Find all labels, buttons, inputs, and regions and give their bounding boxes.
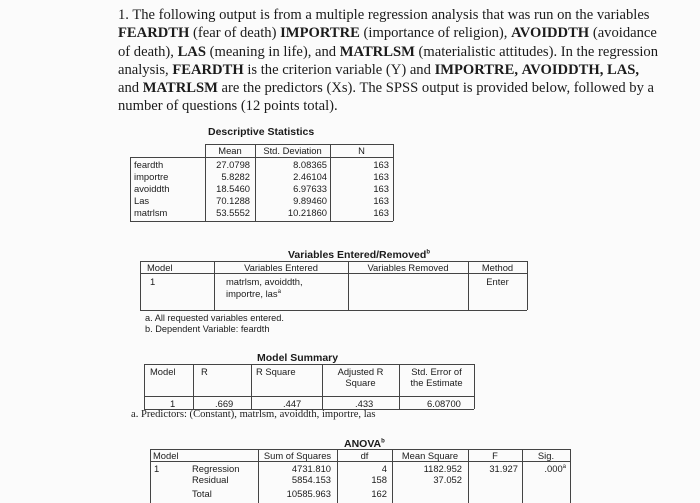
entered-title [288, 249, 430, 261]
question-line: (materialistic attitudes). In the regression analysis, [118, 43, 659, 78]
row-label: Total [192, 488, 212, 499]
col-header-sig: Sig. [537, 450, 555, 461]
cell-mean: 27.0798 [216, 159, 250, 170]
entered-note-a: a. All requested variables entered. [145, 313, 284, 323]
cell-mean: 70.1288 [216, 195, 250, 206]
var-feardth: FEARDTH [172, 61, 244, 78]
entered-title-sup: b [426, 249, 430, 256]
col-header-model: Model [153, 450, 179, 461]
col-header-mean: Mean [218, 145, 242, 156]
col-header-model: Model [147, 262, 173, 273]
cell-sd: 8.08365 [293, 159, 327, 170]
cell-df: 158 [371, 474, 387, 485]
var-avoiddth: AVOIDDTH [511, 25, 590, 42]
col-header-sd: Std. Deviation [263, 145, 322, 156]
summary-note: a. Predictors: (Constant), matrlsm, avoiddth, importre, las [131, 409, 376, 420]
cell-sig-text: .000 [544, 463, 563, 474]
question-line: 1. The following output is from a multiple regression analysis that was run on the variables [118, 7, 650, 23]
cell-n: 163 [373, 159, 389, 170]
cell-ss: 10585.963 [286, 488, 331, 499]
col-header-model: Model [150, 366, 176, 377]
entered-note-b: b. Dependent Variable: feardth [145, 324, 270, 334]
cell-vars-entered-2 [226, 288, 281, 299]
col-header-se-1: Std. Error of [411, 366, 462, 377]
row-label: importre [134, 171, 169, 182]
cell-n: 163 [373, 195, 389, 206]
question-line: and [118, 80, 140, 97]
row-label: Regression [192, 463, 240, 474]
var-las: LAS [177, 43, 206, 60]
var-avoiddth: AVOIDDTH, [521, 61, 604, 78]
cell-df: 162 [371, 488, 387, 499]
question-line: is the criterion variable (Y) and [247, 61, 431, 78]
cell-df: 4 [381, 463, 387, 474]
var-importre: IMPORTRE [280, 25, 360, 42]
col-header-se-2: the Estimate [410, 377, 463, 388]
col-header-method: Method [481, 262, 514, 273]
col-header-f: F [492, 450, 498, 461]
cell-model: 1 [170, 398, 176, 409]
row-label: avoiddth [134, 183, 170, 194]
cell-r: .669 [215, 398, 234, 409]
col-header-vars-entered: Variables Entered [244, 262, 318, 273]
cell-n: 163 [373, 183, 389, 194]
cell-ss: 5854.153 [291, 474, 331, 485]
cell-model: 1 [154, 463, 160, 474]
anova-title-sup: b [381, 438, 385, 445]
entered-title-text: Variables Entered/Removed [288, 249, 427, 261]
cell-vars-entered-text: importre, las [226, 288, 278, 299]
var-matrlsm: MATRLSM [339, 43, 415, 60]
row-label: Las [134, 195, 150, 206]
question-line: (importance of religion), [363, 25, 508, 42]
col-header-ms: Mean Square [401, 450, 459, 461]
cell-mean: 18.5460 [216, 183, 250, 194]
var-matrlsm: MATRLSM [142, 80, 218, 97]
col-header-n: N [358, 145, 365, 156]
anova-title-text: ANOVA [344, 438, 382, 450]
vars-sup: a [277, 288, 281, 295]
cell-method: Enter [486, 276, 509, 287]
col-header-adj-1: Adjusted R [337, 366, 384, 377]
descriptives-title: Descriptive Statistics [208, 126, 315, 138]
var-feardth: FEARDTH [118, 25, 190, 42]
sig-sup: a [562, 463, 566, 470]
cell-rsq: .447 [283, 398, 302, 409]
row-label: Residual [192, 474, 229, 485]
cell-sd: 2.46104 [293, 171, 327, 182]
question-line: are the predictors (Xs). The SPSS output is provided below, followed by a number of questions (12 points total). [118, 80, 655, 115]
question-line: (avoidance of death), [118, 25, 657, 60]
col-header-r: R [201, 366, 208, 377]
cell-vars-entered-1: matrlsm, avoiddth, [226, 276, 303, 287]
cell-model: 1 [150, 276, 156, 287]
cell-mean: 53.5552 [216, 207, 250, 218]
var-importre: IMPORTRE, [434, 61, 518, 78]
row-label: feardth [134, 159, 164, 170]
cell-ms: 1182.952 [423, 463, 462, 474]
cell-mean: 5.8282 [221, 171, 250, 182]
row-label: matrlsm [134, 207, 168, 218]
question-line: (fear of death) [193, 25, 277, 42]
cell-sd: 10.21860 [287, 207, 327, 218]
question-text [118, 6, 663, 116]
col-header-rsq: R Square [256, 366, 296, 377]
cell-sd: 6.97633 [293, 183, 327, 194]
col-header-df: df [360, 450, 369, 461]
col-header-vars-removed: Variables Removed [367, 262, 449, 273]
col-header-adj-2: Square [345, 377, 376, 388]
question-line: (meaning in life), and [209, 43, 337, 60]
cell-ms: 37.052 [433, 474, 462, 485]
cell-n: 163 [373, 207, 389, 218]
cell-adj-rsq: .433 [355, 398, 374, 409]
col-header-ss: Sum of Squares [263, 450, 332, 461]
cell-sig [522, 463, 566, 474]
cell-f: 31.927 [489, 463, 518, 474]
cell-ss: 4731.810 [291, 463, 331, 474]
cell-sd: 9.89460 [293, 195, 327, 206]
var-las: LAS, [607, 61, 640, 78]
cell-std-error: 6.08700 [427, 398, 461, 409]
cell-n: 163 [373, 171, 389, 182]
summary-title: Model Summary [257, 352, 339, 364]
